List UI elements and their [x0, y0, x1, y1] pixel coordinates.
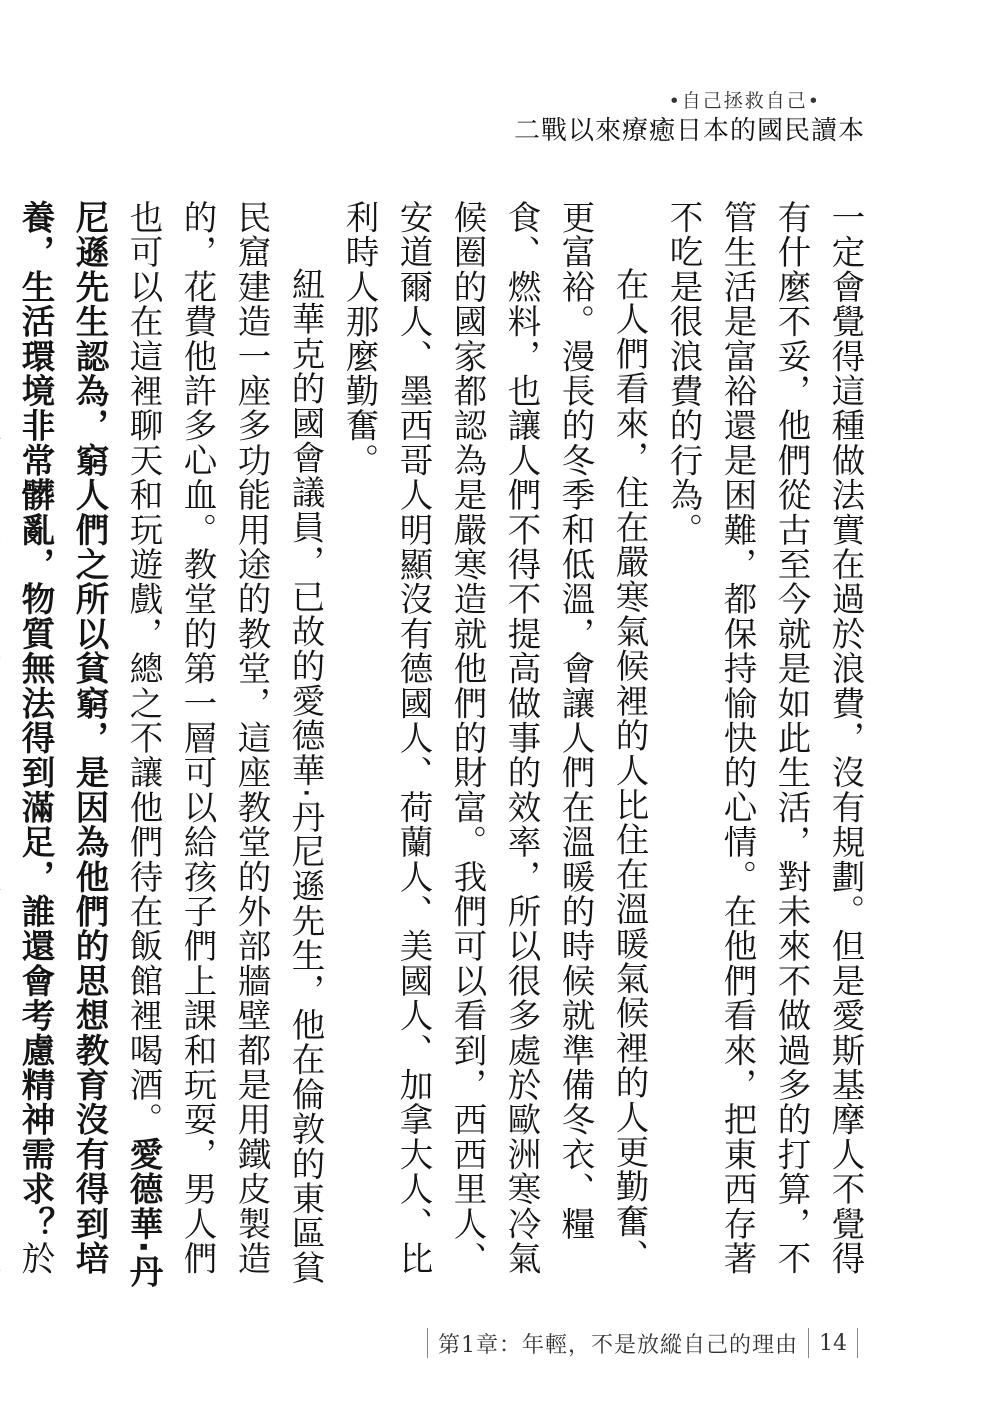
chapter-title: 第1章：年輕，不是放縱自己的理由 [438, 1332, 798, 1358]
divider [427, 1328, 428, 1358]
paragraph-text: 於 [16, 1241, 55, 1276]
paragraph: 在人們看來，住在嚴寒氣候裡的人比住在溫暖氣候裡的人更勤奮、更富裕。漫長的冬季和低溫，會讓人們在溫暖的時候就準備冬衣、糧食、燃料，也讓人們不得不提高做事的效率，所以很多處於歐洲寒冷氣候圈的國家都認為是嚴寒造就他們的財富。我們可以看到，西西里人、安道爾人、墨西哥人明顯沒有德國人、荷蘭人、美國人、加拿大人、比利時人那麼勤奮。 [340, 200, 649, 1276]
book-title: 二戰以來療癒日本的國民讀本 [513, 116, 865, 146]
bold-statement: 愛德華‧丹尼遜先生認為，窮人們之所以貧窮，是因為他們的思想教育沒有得到培養，生活環境非常髒亂，物質無法得到滿足，誰還會考慮精神需求？ [16, 200, 163, 1289]
paragraph [0, 200, 332, 1300]
divider [808, 1328, 809, 1358]
series-name: •自己拯救自己• [668, 90, 821, 112]
body-text [16, 200, 872, 1300]
divider [857, 1328, 858, 1358]
paragraph-text: 紐華克的國會議員，已故的愛德華‧丹尼遜先生，他在倫敦的東區貧民窟建造一座多功能用途的教堂，這座教堂的外部牆壁都是用鐵皮製造的，花費他許多心血。教堂的第一層可以給孩子們上課和玩耍，男人們也可以在這裡聊天和玩遊戲，總之不讓他們待在飯館裡喝酒。 [124, 200, 325, 1286]
page-number: 14 [819, 1330, 847, 1356]
running-header [514, 88, 865, 148]
page-footer [417, 1322, 868, 1364]
paragraph: 一定會覺得這種做法實在過於浪費，沒有規劃。但是愛斯基摩人不覺得有什麼不妥，他們從古至今就是如此生活，對未來不做過多的打算，不管生活是富裕還是困難，都保持愉快的心情。在他們看來，把東西存著不吃是很浪費的行為。 [664, 200, 865, 1276]
